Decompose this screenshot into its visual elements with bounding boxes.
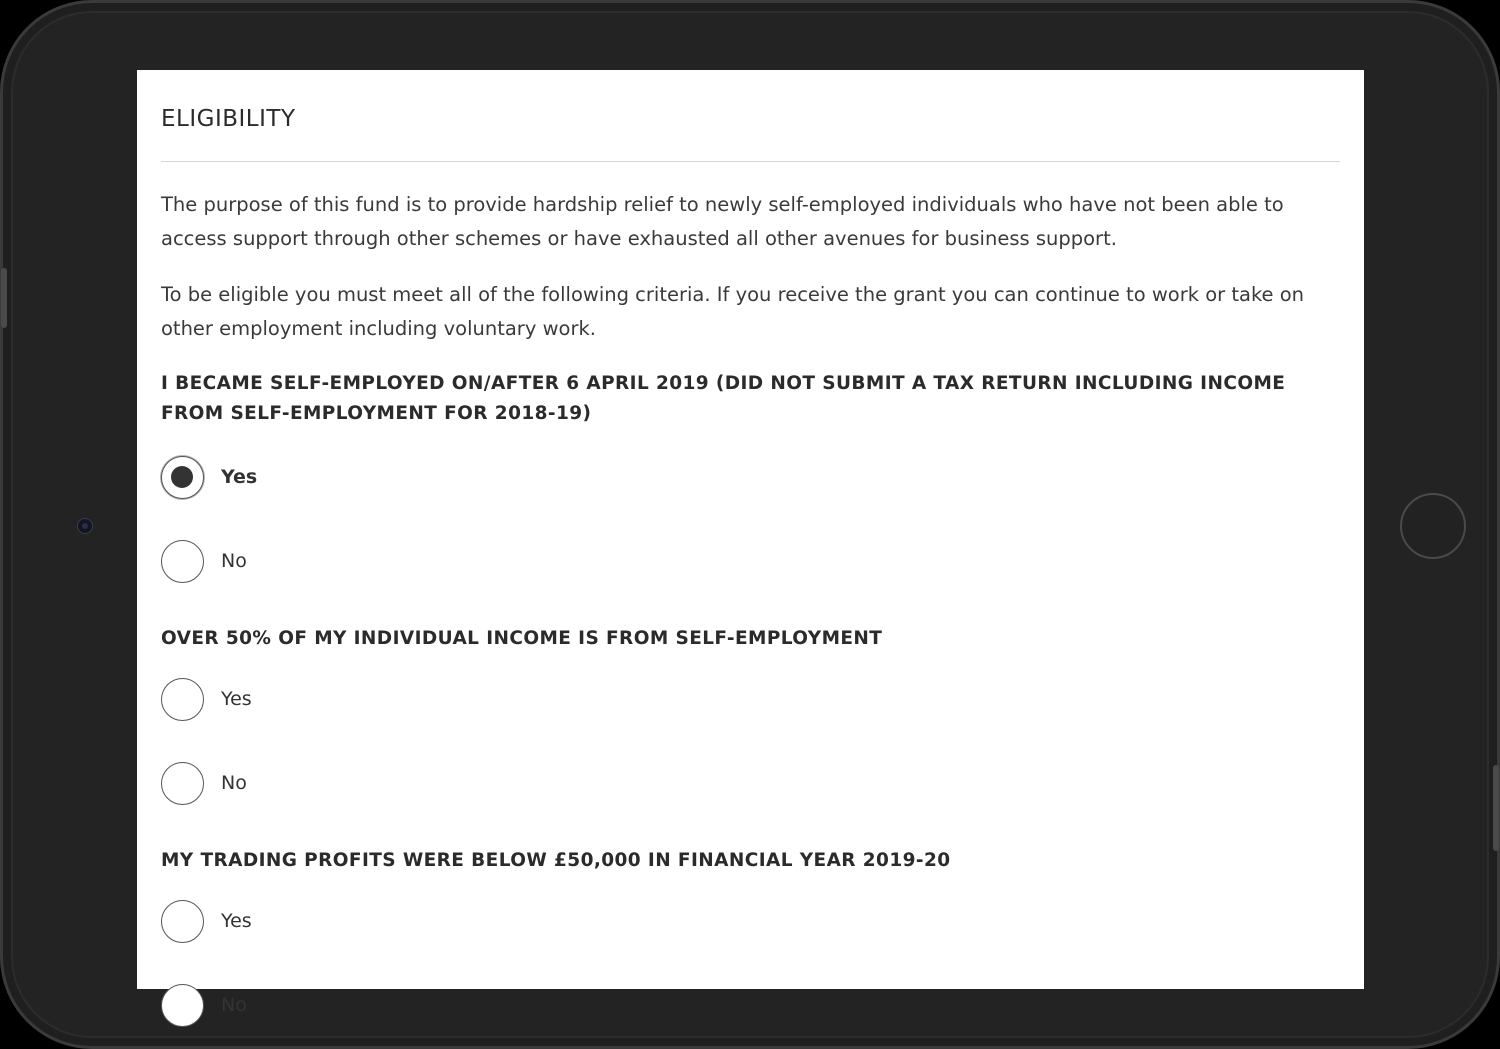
side-button xyxy=(1493,765,1499,851)
question-label: MY TRADING PROFITS WERE BELOW £50,000 IN FINANCIAL YEAR 2019-20 xyxy=(161,850,951,871)
radio-checked-icon[interactable] xyxy=(161,456,204,499)
intro-paragraph-purpose: The purpose of this fund is to provide hardship relief to newly self-employed individuals who have not been able to access support through other schemes or have exhausted all other avenues for business support. xyxy=(161,193,1284,250)
radio-unchecked-icon[interactable] xyxy=(161,540,204,583)
screen xyxy=(137,70,1364,1016)
option-no[interactable] xyxy=(161,983,1340,1027)
home-button-icon[interactable] xyxy=(1400,493,1466,559)
option-yes[interactable] xyxy=(161,455,1340,499)
radio-unchecked-icon[interactable] xyxy=(161,984,204,1027)
option-yes[interactable] xyxy=(161,677,1340,721)
volume-button xyxy=(1,268,7,328)
question-trading-profits xyxy=(161,846,1340,1027)
question-label: OVER 50% OF MY INDIVIDUAL INCOME IS FROM SELF-EMPLOYMENT xyxy=(161,628,883,649)
radio-unchecked-icon[interactable] xyxy=(161,900,204,943)
option-label: Yes xyxy=(221,910,252,932)
title-divider xyxy=(161,161,1340,162)
option-label: No xyxy=(221,550,247,572)
intro-paragraph-criteria: To be eligible you must meet all of the following criteria. If you receive the grant you can continue to work or take on other employment including voluntary work. xyxy=(161,283,1305,340)
option-label: No xyxy=(221,994,247,1016)
radio-unchecked-icon[interactable] xyxy=(161,678,204,721)
question-label: I BECAME SELF-EMPLOYED ON/AFTER 6 APRIL 2019 (DID NOT SUBMIT A TAX RETURN INCLUDING INCOME FROM SELF-EMPLOYMENT FOR 2018-19) xyxy=(161,373,1286,424)
front-camera-icon xyxy=(77,518,93,534)
option-label: No xyxy=(221,772,247,794)
radio-unchecked-icon[interactable] xyxy=(161,762,204,805)
page-title: ELIGIBILITY xyxy=(161,106,296,132)
question-income-share xyxy=(161,624,1340,805)
option-no[interactable] xyxy=(161,539,1340,583)
question-self-employed-date xyxy=(161,369,1340,583)
option-label: Yes xyxy=(221,466,258,488)
option-no[interactable] xyxy=(161,761,1340,805)
option-label: Yes xyxy=(221,688,252,710)
option-yes[interactable] xyxy=(161,899,1340,943)
eligibility-form xyxy=(161,70,1340,1027)
